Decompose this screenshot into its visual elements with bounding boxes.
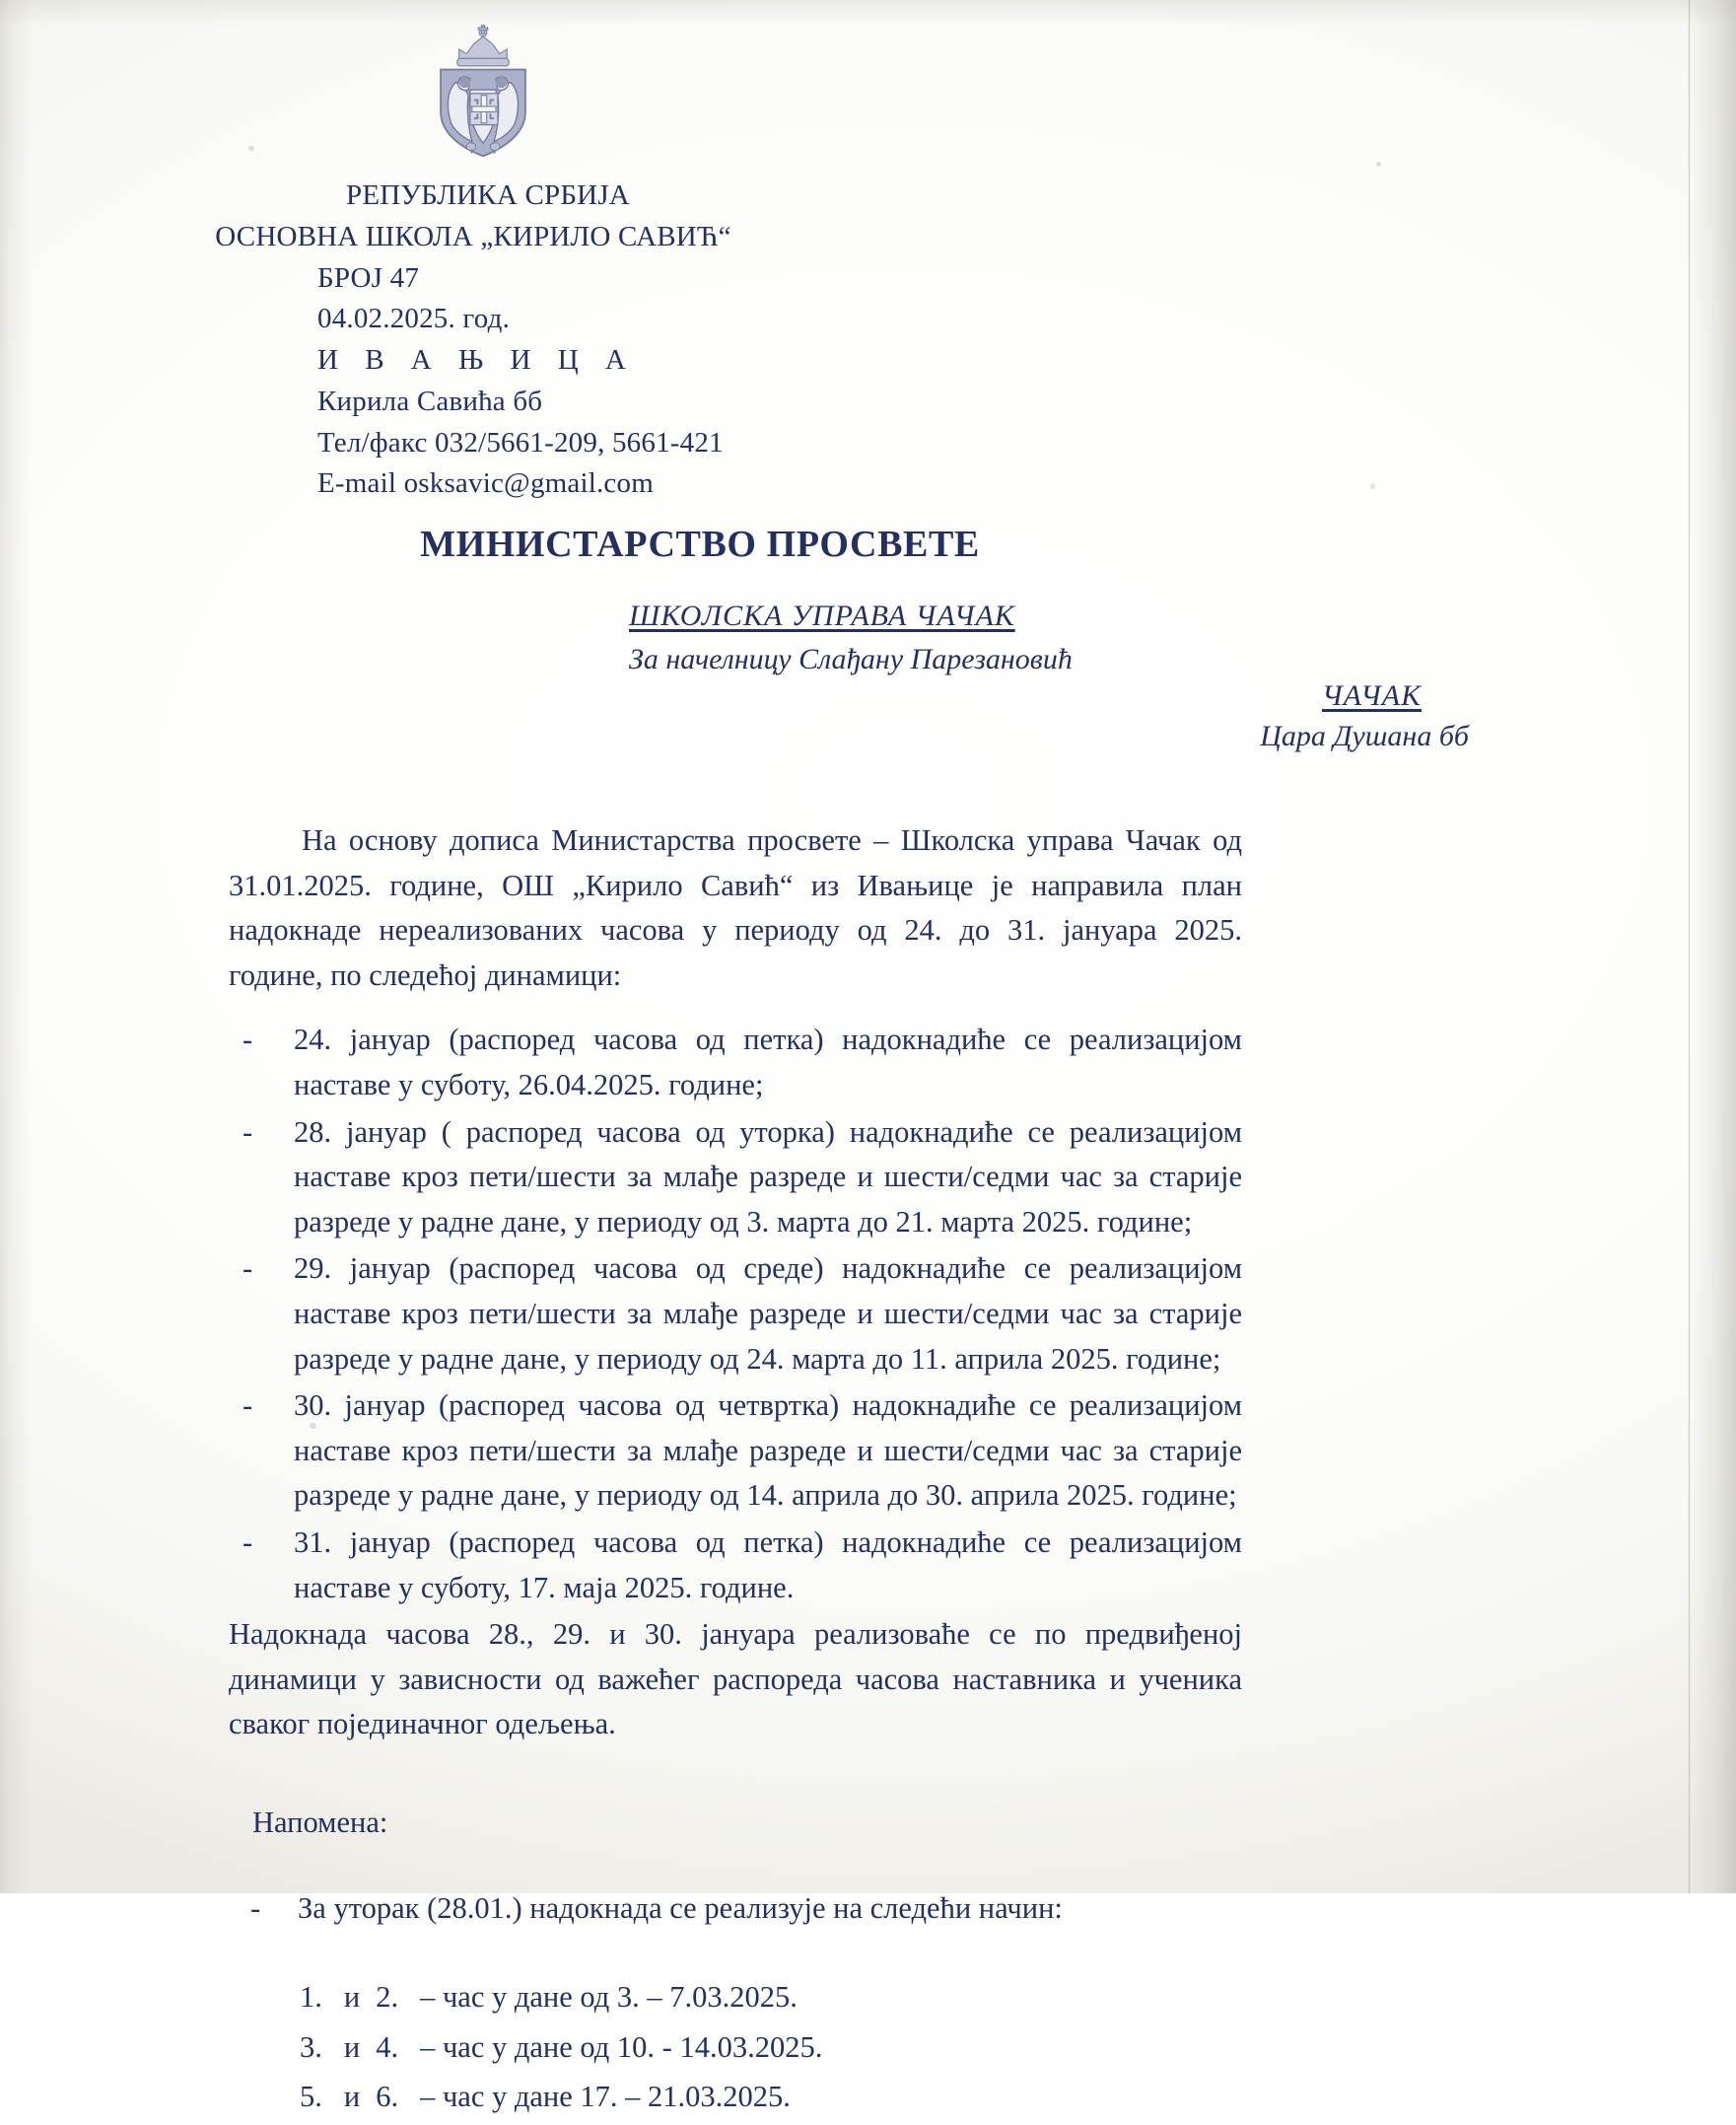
letterhead-school-name: ОСНОВНА ШКОЛА „КИРИЛО САВИЋ“ [215, 220, 731, 252]
recipient-attention-line: За начелницу Слађану Парезановић [629, 642, 1073, 675]
hour-second: 6. [376, 2080, 399, 2114]
hour-conjunction: и [343, 2080, 361, 2114]
recipient-school-administration: ШКОЛСКА УПРАВА ЧАЧАК [629, 600, 1015, 632]
recipient-address-block [1173, 676, 1469, 757]
table-row [300, 2075, 822, 2125]
makeup-schedule-list [229, 1018, 1242, 1610]
body-intro-paragraph: На основу дописа Министарства просвете – Школска управа Чачак од 31.01.2025. године, ОШ „Кирило Савић“ из Ивањице је направила план надокнаде нереализованих часова у периоду од 24. до 31. јануара 2025. године, по следећој динамици: [229, 823, 1242, 992]
letterhead-city: И В А Њ И Ц А [317, 344, 636, 376]
recipient-street: Цара Душана бб [1260, 719, 1469, 752]
letterhead-date: 04.02.2025. год. [317, 303, 511, 335]
list-item: - 24. јануар (распоред часова од петка) надокнадиће се реализацијом наставе у суботу, 26.04.2025. године; [229, 1018, 1242, 1107]
table-row [300, 2025, 822, 2076]
letterhead-country: РЕПУБЛИКА СРБИЈА [346, 179, 630, 211]
hour-first: 3. [300, 2029, 322, 2064]
note-label: Напомена: [252, 1805, 388, 1839]
scan-speck [1370, 483, 1375, 489]
hour-first: 5. [300, 2080, 322, 2114]
letterhead [0, 176, 887, 505]
list-item: - 28. јануар ( распоред часова од уторка) надокнадиће се реализацијом наставе кроз пети/шести за млађе разреде и шести/седми час за старије разреде у радне дане, у периоду од 3. марта до 21. марта 2025. године; [229, 1110, 1242, 1245]
note-list [229, 1886, 1242, 1932]
tuesday-hours-table [300, 1975, 822, 2125]
hour-conjunction: и [343, 2029, 361, 2064]
paper-crease-line [1688, 0, 1691, 1893]
letterhead-phone: Тел/факс 032/5661-209, 5661-421 [317, 426, 724, 459]
scan-speck [1376, 162, 1381, 167]
hour-date-range: – час у дане од 3. – 7.03.2025. [420, 1980, 798, 2015]
hour-conjunction: и [343, 1980, 361, 2015]
hour-first: 1. [300, 1980, 322, 2015]
hour-second: 4. [376, 2029, 399, 2064]
letter-body [229, 818, 1242, 2125]
ministry-title: МИНИСТАРСТВО ПРОСВЕТЕ [420, 524, 980, 565]
letterhead-email: E-mail osksavic@gmail.com [317, 467, 654, 500]
scan-edge-shadow-top [0, 0, 1736, 26]
letterhead-street: Кирила Савића бб [317, 385, 543, 417]
table-row [300, 1975, 822, 2025]
list-item: - 29. јануар (распоред часова од среде) надокнадиће се реализацијом наставе кроз пети/шести за млађе разреде и шести/седми час за старије разреде у радне дане, у периоду од 24. марта до 11. априла 2025. године; [229, 1246, 1242, 1381]
list-item: - 31. јануар (распоред часова од петка) надокнадиће се реализацијом наставе у суботу, 17. маја 2025. године. [229, 1521, 1242, 1610]
coat-of-arms-icon [414, 22, 552, 160]
hour-date-range: – час у дане 17. – 21.03.2025. [420, 2080, 791, 2114]
recipient-block [629, 597, 1073, 678]
scan-speck [248, 146, 254, 151]
body-closing-paragraph: Надокнада часова 28., 29. и 30. јануара реализоваће се по предвиђеној динамици у зависности од важећег распореда часова наставника и ученика сваког појединачног одељења. [229, 1617, 1242, 1741]
scan-edge-shadow-right [1689, 0, 1736, 1893]
list-item: - 30. јануар (распоред часова од четвртка) надокнадиће се реализацијом наставе кроз пети/шести за млађе разреде и шести/седми час за старије разреде у радне дане, у периоду од 14. априла до 30. априла 2025. године; [229, 1383, 1242, 1519]
hour-second: 2. [376, 1980, 399, 2015]
recipient-city: ЧАЧАК [1321, 679, 1422, 712]
letterhead-document-number: БРОЈ 47 [317, 261, 420, 294]
list-item: - За уторак (28.01.) надокнада се реализује на следећи начин: [229, 1886, 1242, 1932]
hour-date-range: – час у дане од 10. - 14.03.2025. [420, 2029, 823, 2064]
